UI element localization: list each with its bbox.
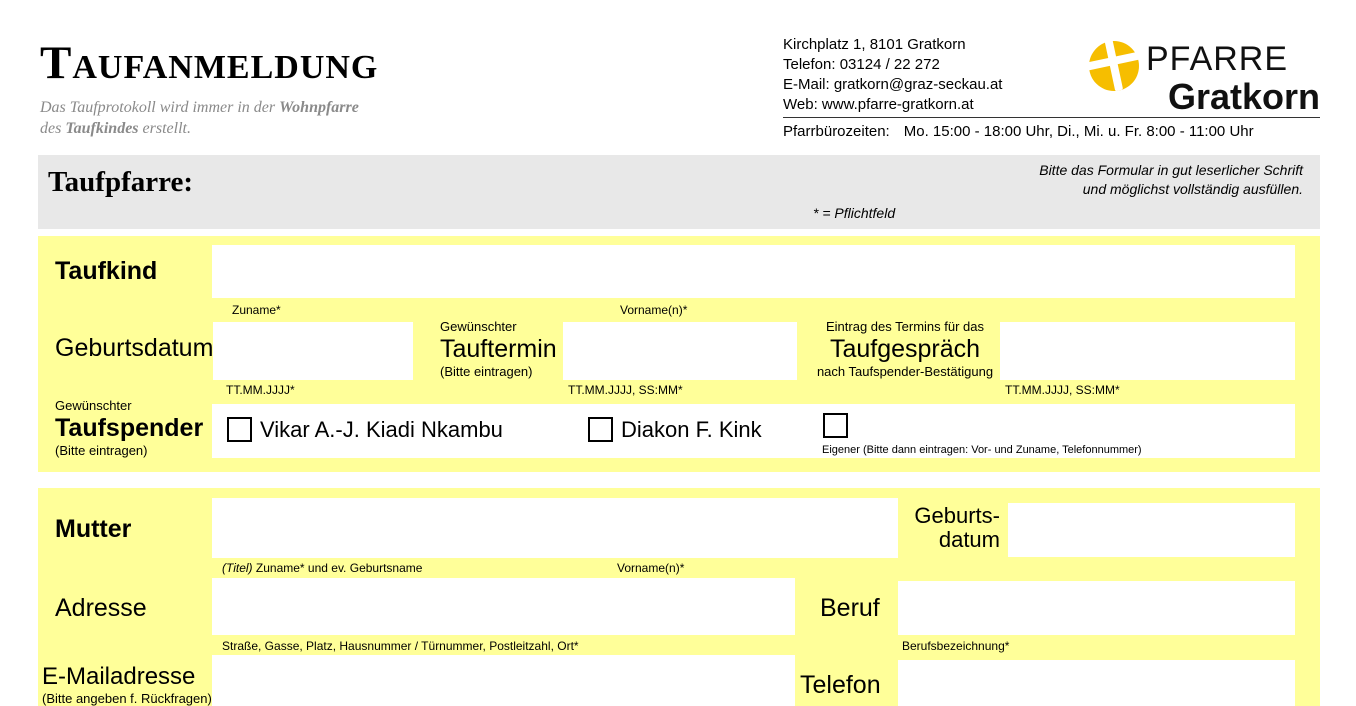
- taufspender-checkbox-eigener[interactable]: [823, 413, 848, 438]
- form-intro-note: [40, 97, 359, 139]
- mutter-name-input[interactable]: [212, 498, 898, 558]
- geburtsdatum-format-hint: TT.MM.JJJJ*: [226, 383, 295, 397]
- fill-instructions-line-2: und möglichst vollständig ausfüllen.: [1082, 181, 1303, 197]
- parish-contact-info: [783, 35, 1002, 115]
- taufspender-checkbox-diakon[interactable]: [588, 417, 613, 442]
- tauftermin-input[interactable]: [563, 322, 797, 380]
- mutter-zuname-hint-text: Zuname* und ev. Geburtsname: [252, 561, 423, 575]
- contact-phone: Telefon: 03124 / 22 272: [783, 56, 940, 73]
- logo-text-gratkorn: Gratkorn: [1167, 76, 1320, 117]
- intro-text-bold: Wohnpfarre: [279, 99, 359, 116]
- mutter-titel-hint: (Titel): [222, 561, 253, 575]
- tauftermin-label: Tauftermin: [440, 335, 557, 363]
- beruf-format-hint: Berufsbezeichnung*: [902, 639, 1010, 653]
- contact-web: Web: www.pfarre-gratkorn.at: [783, 96, 974, 113]
- parish-cross-icon: [1087, 37, 1143, 93]
- taufspender-post-label: (Bitte eintragen): [55, 443, 148, 458]
- taufspender-label-block: [55, 399, 203, 458]
- office-hours: [783, 123, 1254, 140]
- intro-text: Das Taufprotokoll wird immer in der: [40, 99, 280, 116]
- mutter-geburtsdatum-label-line-2: datum: [938, 527, 1000, 552]
- mutter-geburtsdatum-label: [898, 504, 1000, 552]
- email-input[interactable]: [212, 655, 795, 706]
- telefon-input[interactable]: [898, 660, 1295, 706]
- mutter-geburtsdatum-input[interactable]: [1008, 503, 1295, 557]
- taufkind-label: Taufkind: [55, 257, 158, 285]
- form-intro-line-1: [40, 97, 359, 118]
- intro-text: des: [40, 120, 66, 137]
- tauftermin-pre-label: Gewünschter: [440, 319, 517, 334]
- mutter-vorname-hint: Vorname(n)*: [617, 561, 685, 575]
- taufspender-pre-label: Gewünschter: [55, 398, 132, 413]
- telefon-label: Telefon: [800, 671, 881, 699]
- mutter-label: Mutter: [55, 515, 132, 543]
- mutter-geburtsdatum-label-line-1: Geburts-: [914, 503, 1000, 528]
- page-title: TAUFANMELDUNG: [40, 37, 379, 89]
- adresse-input[interactable]: [212, 578, 795, 635]
- taufkind-name-input[interactable]: [212, 245, 1295, 298]
- mutter-zuname-hint: [222, 561, 422, 575]
- taufpfarre-label: Taufpfarre:: [48, 166, 193, 198]
- adresse-label: Adresse: [55, 594, 147, 622]
- tauftermin-post-label: (Bitte eintragen): [440, 364, 533, 379]
- contact-email: E-Mail: gratkorn@graz-seckau.at: [783, 76, 1003, 93]
- taufspender-eigener-hint: Eigener (Bitte dann eintragen: Vor- und Zuname, Telefonnummer): [822, 444, 1142, 456]
- taufspender-checkbox-vikar[interactable]: [227, 417, 252, 442]
- intro-text-bold: Taufkindes: [65, 120, 139, 137]
- contact-address: Kirchplatz 1, 8101 Gratkorn: [783, 36, 966, 53]
- beruf-label: Beruf: [820, 594, 880, 622]
- taufgespraech-label: Taufgespräch: [829, 335, 981, 363]
- tauftermin-format-hint: TT.MM.JJJJ, SS:MM*: [568, 383, 683, 397]
- office-hours-value: Mo. 15:00 - 18:00 Uhr, Di., Mi. u. Fr. 8:00 - 11:00 Uhr: [903, 123, 1254, 140]
- beruf-input[interactable]: [898, 581, 1295, 635]
- form-intro-line-2: [40, 118, 359, 139]
- geburtsdatum-input[interactable]: [213, 322, 413, 380]
- email-sub-label: (Bitte angeben f. Rückfragen): [42, 691, 212, 706]
- taufgespraech-pre-label: Eintrag des Termins für das: [826, 319, 984, 334]
- tauftermin-label-block: [440, 320, 557, 379]
- email-label: E-Mailadresse: [42, 663, 196, 690]
- taufspender-label: Taufspender: [55, 414, 204, 442]
- fill-instructions-line-1: Bitte das Formular in gut leserlicher Schrift: [1039, 162, 1303, 178]
- intro-text: erstellt.: [138, 120, 191, 137]
- geburtsdatum-label: Geburtsdatum: [55, 334, 214, 362]
- pflichtfeld-note: * = Pflichtfeld: [813, 205, 896, 221]
- taufspender-option-vikar-label: Vikar A.-J. Kiadi Nkambu: [260, 417, 503, 442]
- logo-text-pfarre: PFARRE: [1146, 40, 1289, 78]
- adresse-format-hint: Straße, Gasse, Platz, Hausnummer / Türnummer, Postleitzahl, Ort*: [222, 639, 579, 653]
- fill-instructions: [1039, 161, 1303, 199]
- taufgespraech-label-block: [815, 320, 995, 379]
- taufspender-option-diakon-label: Diakon F. Kink: [621, 417, 762, 442]
- taufkind-zuname-hint: Zuname*: [232, 303, 281, 317]
- taufgespraech-post-label: nach Taufspender-Bestätigung: [816, 364, 994, 379]
- taufgespraech-input[interactable]: [1000, 322, 1295, 380]
- taufkind-vorname-hint: Vorname(n)*: [620, 303, 688, 317]
- taufgespraech-format-hint: TT.MM.JJJJ, SS:MM*: [1005, 383, 1120, 397]
- office-hours-label: Pfarrbürozeiten:: [783, 123, 890, 140]
